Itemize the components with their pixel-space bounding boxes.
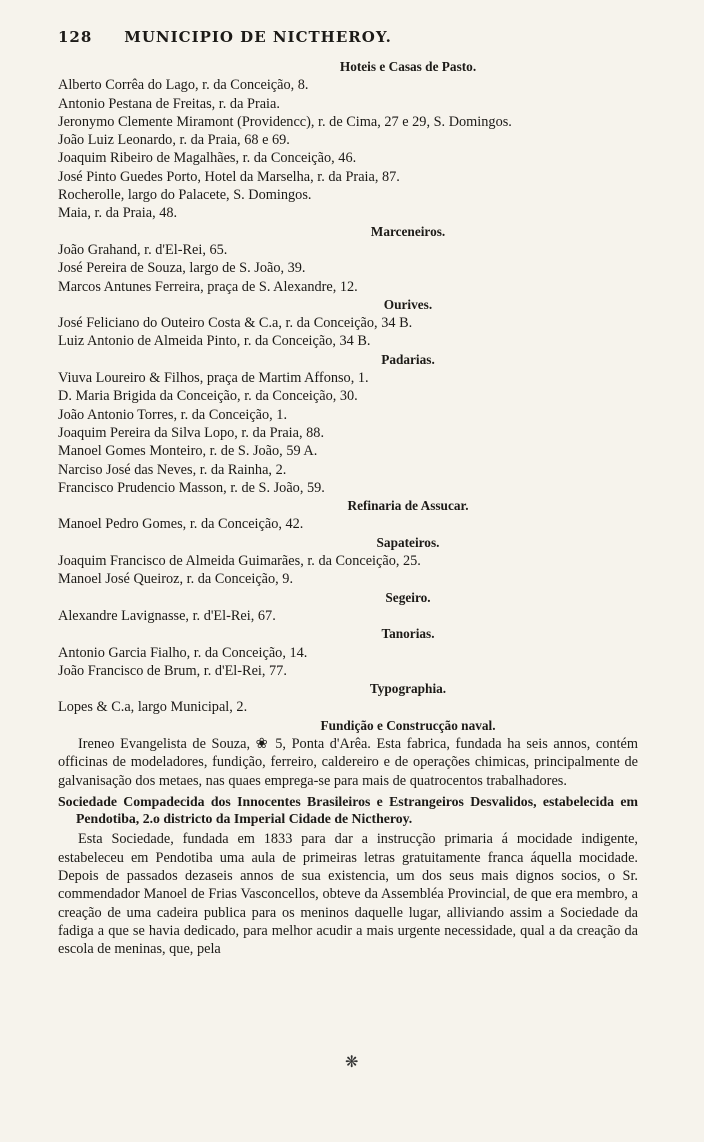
directory-entry: Manoel Pedro Gomes, r. da Conceição, 42. xyxy=(58,516,304,533)
directory-entry: D. Maria Brigida da Conceição, r. da Conceição, 30. xyxy=(58,388,358,405)
directory-entry: Alexandre Lavignasse, r. d'El-Rei, 67. xyxy=(58,607,276,624)
section-heading: Marceneiros. xyxy=(370,223,446,239)
section-heading: Refinaria de Assucar. xyxy=(347,498,469,514)
directory-entry: Luiz Antonio de Almeida Pinto, r. da Conceição, 34 B. xyxy=(58,333,371,350)
directory-entry: Manoel Gomes Monteiro, r. de S. João, 59 A. xyxy=(58,443,318,460)
section-heading: Segeiro. xyxy=(385,589,431,605)
directory-entry: Rocherolle, largo do Palacete, S. Domingos. xyxy=(58,187,312,204)
directory-entry: Joaquim Pereira da Silva Lopo, r. da Praia, 88. xyxy=(58,424,325,441)
directory-entry: João Luiz Leonardo, r. da Praia, 68 e 69. xyxy=(58,132,290,149)
directory-entry: José Feliciano do Outeiro Costa & C.a, r. da Conceição, 34 B. xyxy=(58,315,413,332)
directory-content xyxy=(58,58,638,959)
section-heading: Tanorias. xyxy=(381,626,435,642)
directory-entry: Joaquim Francisco de Almeida Guimarães, r. da Conceição, 25. xyxy=(58,553,421,570)
society-title: Sociedade Compadecida dos Innocentes Brasileiros e Estrangeiros Desvalidos, estabelecida em Pendotiba, 2.o districto da Imperial Cidade de Nictheroy. xyxy=(58,793,638,826)
section-heading: Hoteis e Casas de Pasto. xyxy=(339,59,477,74)
directory-entry: Maia, r. da Praia, 48. xyxy=(58,205,178,222)
directory-entry: João Antonio Torres, r. da Conceição, 1. xyxy=(58,406,288,423)
section-heading: Typographia. xyxy=(369,681,447,697)
directory-entry: Marcos Antunes Ferreira, praça de S. Alexandre, 12. xyxy=(58,278,358,295)
section-heading: Fundição e Construcção naval. xyxy=(320,717,496,733)
society-paragraph: Esta Sociedade, fundada em 1833 para dar a instrucção primaria á mocidade indigente, estabeleceu em Pendotiba uma aula de primeiras letras gratuitamente franca áquella mocidade. Depois de passados dezaseis annos de sua existencia, um dos seus mais dignos socios, o Sr. commendador Manoel de Frias Vasconcellos, obteve da Assembléa Provincial, de que era membro, a creação de uma cadeira publica para os meninos daquelle lugar, alliviando assim a Sociedade da fadiga a que se havia dedicado, para melhor acudir a mais urgente necessidade, qual a da creação da escola de meninas, que, pela xyxy=(58,831,638,958)
section-heading: Sapateiros. xyxy=(376,534,440,550)
directory-entry: José Pereira de Souza, largo de S. João, 39. xyxy=(58,260,306,277)
section-heading: Ourives. xyxy=(383,296,433,312)
section-paragraph: Ireneo Evangelista de Souza, ❀ 5, Ponta d'Arêa. Esta fabrica, fundada ha seis annos, contém officinas de modeladores, fundição, ferreiro, caldereiro e de operações chimicas, principalmente de galvanisação dos metaes, nas quaes emprega-se para mais de quatrocentos trabalhadores. xyxy=(58,735,638,789)
directory-entry: Lopes & C.a, largo Municipal, 2. xyxy=(58,699,248,716)
directory-entry: José Pinto Guedes Porto, Hotel da Marselha, r. da Praia, 87. xyxy=(58,168,400,185)
directory-entry: Antonio Pestana de Freitas, r. da Praia. xyxy=(58,95,280,112)
section-heading: Padarias. xyxy=(381,351,435,367)
directory-entry: Alberto Corrêa do Lago, r. da Conceição, 8. xyxy=(58,77,309,94)
directory-entry: João Grahand, r. d'El-Rei, 65. xyxy=(58,241,228,258)
directory-entry: Manoel José Queiroz, r. da Conceição, 9. xyxy=(58,571,294,588)
running-header xyxy=(58,28,528,46)
directory-entry: Francisco Prudencio Masson, r. de S. João, 59. xyxy=(58,479,325,496)
footer-ornament: ❋ xyxy=(345,1052,359,1071)
directory-entry: Jeronymo Clemente Miramont (Providencc), r. de Cima, 27 e 29, S. Domingos. xyxy=(58,113,512,130)
directory-entry: Viuva Loureiro & Filhos, praça de Martim Affonso, 1. xyxy=(58,370,369,387)
directory-entry: João Francisco de Brum, r. d'El-Rei, 77. xyxy=(58,662,287,679)
directory-entry: Joaquim Ribeiro de Magalhães, r. da Conceição, 46. xyxy=(58,150,357,167)
directory-entry: Antonio Garcia Fialho, r. da Conceição, 14. xyxy=(58,644,308,661)
directory-entry: Narciso José das Neves, r. da Rainha, 2. xyxy=(58,461,287,478)
page-number: 128 xyxy=(58,28,93,46)
running-title: MUNICIPIO DE NICTHEROY. xyxy=(124,28,392,46)
